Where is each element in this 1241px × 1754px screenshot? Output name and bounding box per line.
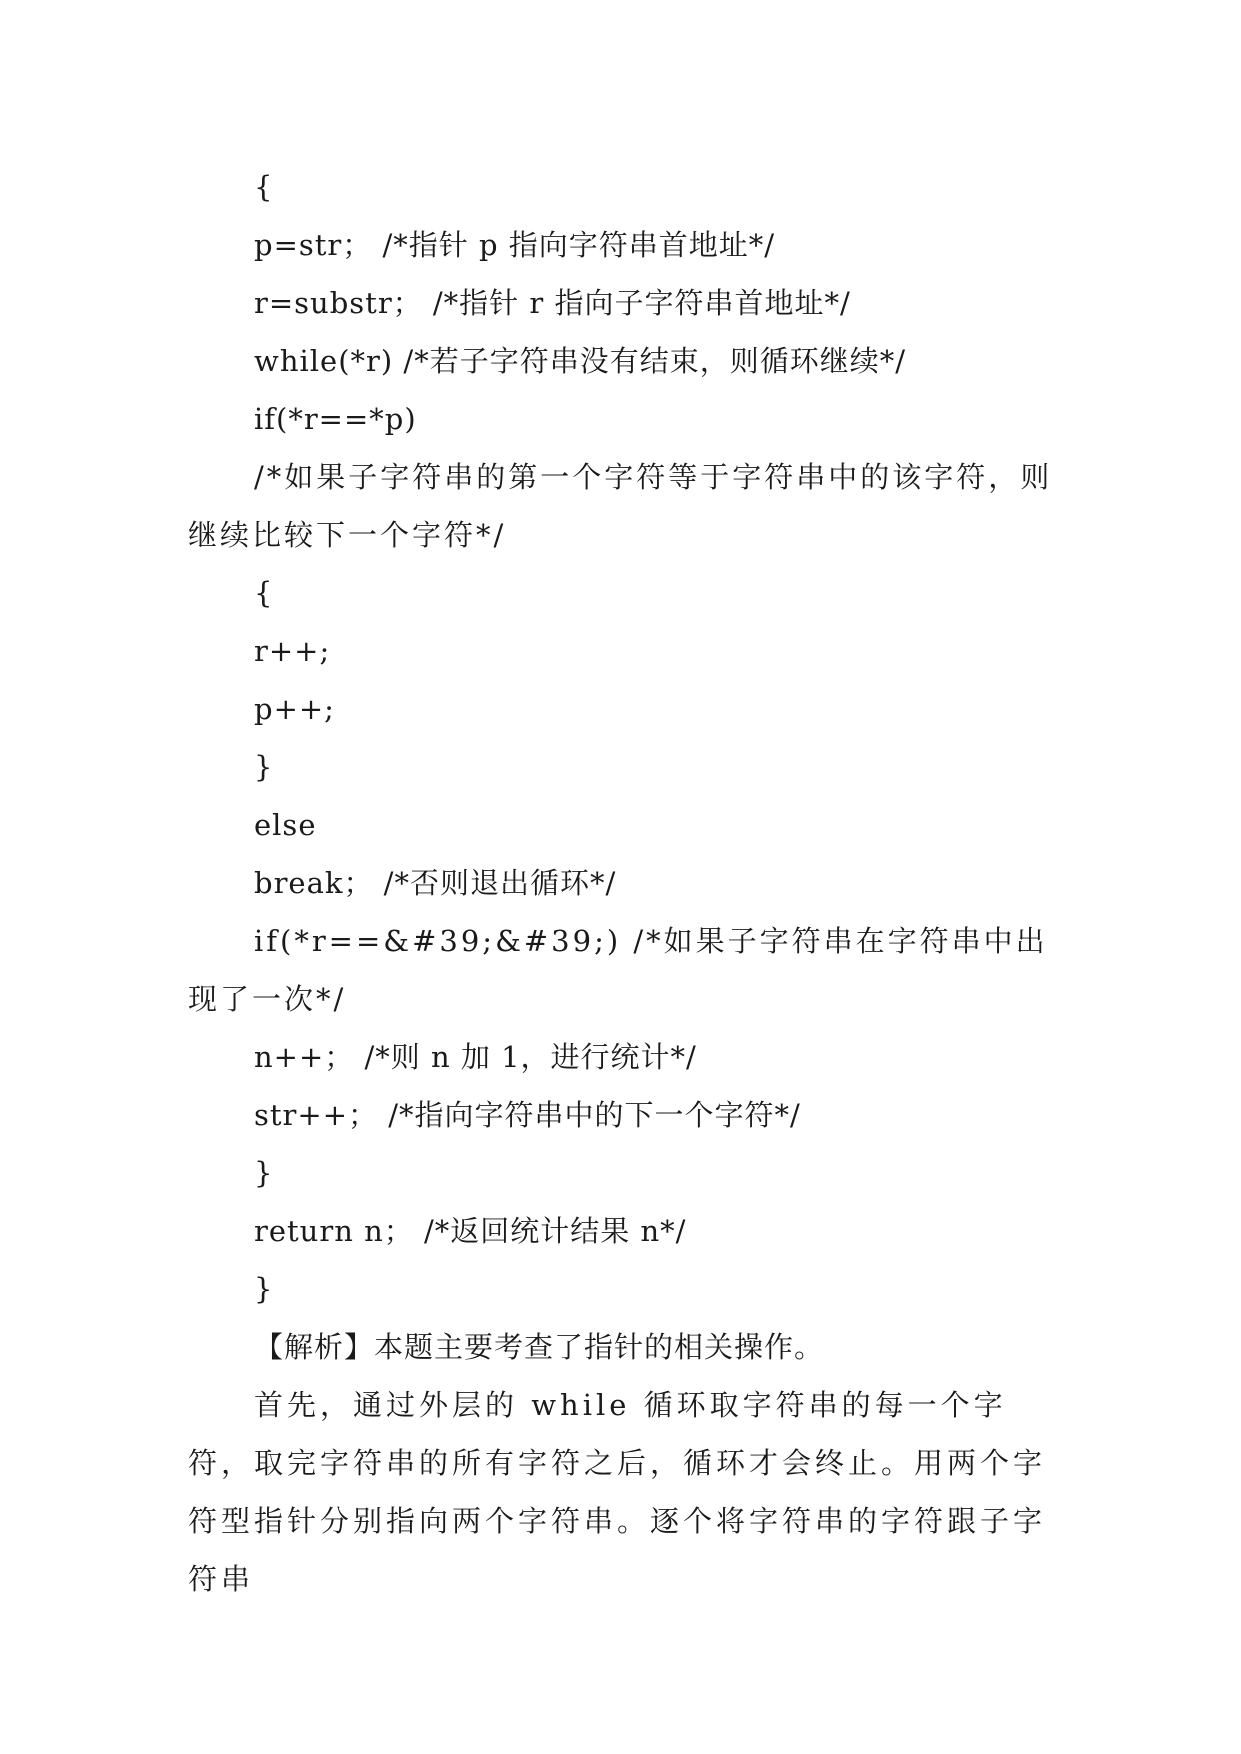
analysis-heading: 【解析】本题主要考查了指针的相关操作。 — [254, 1330, 825, 1364]
code-line: r++; — [254, 634, 331, 668]
code-line: p++; — [254, 692, 335, 726]
code-line: } — [254, 750, 274, 784]
document-body — [188, 158, 1058, 1608]
code-line: } — [254, 1272, 274, 1306]
code-line: { — [254, 576, 274, 610]
code-comment-line: /*如果子字符串的第一个字符等于字符串中的该字符，则继续比较下一个字符*/ — [188, 460, 1053, 552]
code-line: return n； /*返回统计结果 n*/ — [254, 1214, 687, 1248]
code-line: } — [254, 1156, 274, 1190]
code-line: n++； /*则 n 加 1，进行统计*/ — [254, 1040, 697, 1074]
code-line: r=substr； /*指针 r 指向子字符串首地址*/ — [254, 286, 851, 320]
code-line: p=str； /*指针 p 指向字符串首地址*/ — [254, 228, 776, 262]
code-line: { — [254, 170, 274, 204]
code-line: else — [254, 808, 317, 842]
code-line: while(*r) /*若子字符串没有结束，则循环继续*/ — [254, 344, 906, 378]
code-line: str++； /*指向字符串中的下一个字符*/ — [254, 1098, 801, 1132]
analysis-paragraph: 首先，通过外层的 while 循环取字符串的每一个字符，取完字符串的所有字符之后，循环才会终止。用两个字符型指针分别指向两个字符串。逐个将字符串的字符跟子字符串 — [188, 1388, 1047, 1596]
code-line: break； /*否则退出循环*/ — [254, 866, 617, 900]
code-comment-line: if(*r==&#39;&#39;) /*如果子字符串在字符串中出现了一次*/ — [188, 924, 1048, 1016]
code-line: if(*r==*p) — [254, 402, 417, 436]
